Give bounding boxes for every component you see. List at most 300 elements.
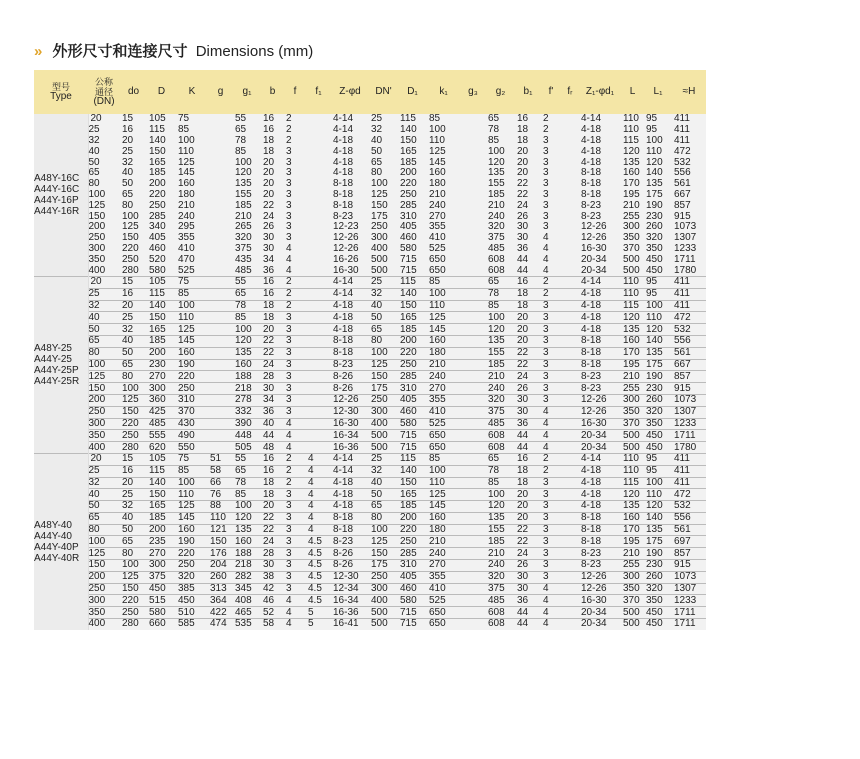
table-cell: 24 [261, 359, 284, 371]
table-cell: 4-14 [579, 453, 621, 465]
table-cell: 1711 [672, 607, 706, 619]
table-row [34, 288, 706, 300]
table-cell: 16-36 [331, 607, 369, 619]
table-cell: 300 [623, 221, 640, 233]
table-cell: 115 [623, 134, 639, 146]
table-cell: 65 [233, 465, 261, 477]
table-cell: 300 [621, 394, 644, 406]
table-cell: 120 [486, 501, 515, 513]
table-cell: 145 [176, 335, 208, 347]
table-cell: 3 [284, 383, 306, 395]
table-cell: 55 [233, 276, 261, 288]
table-cell: 4 [284, 607, 306, 619]
table-cell [208, 418, 233, 430]
table-cell: 12-26 [579, 583, 621, 595]
table-cell: 105 [147, 453, 176, 465]
table-cell: 100 [176, 300, 208, 312]
table-cell: 915 [674, 210, 691, 222]
table-cell: 320 [644, 406, 672, 418]
table-cell: 435 [235, 253, 252, 265]
col-header-z1-d1: Z₁-φd₁ [579, 70, 621, 114]
table-cell: 561 [674, 178, 691, 190]
table-cell: 4 [284, 619, 306, 630]
table-cell: 250 [398, 359, 427, 371]
table-cell: 36 [263, 264, 275, 276]
table-cell: 320 [486, 571, 515, 583]
table-cell: 8-18 [581, 188, 602, 200]
table-cell: 50 [120, 524, 147, 536]
table-row [34, 383, 706, 395]
table-cell: 3 [541, 477, 561, 489]
table-cell: 115 [147, 465, 176, 477]
table-cell: 58 [208, 465, 233, 477]
table-cell: 65 [488, 113, 500, 125]
col-header-type: 型号 Type [34, 70, 88, 114]
table-cell [460, 157, 486, 168]
table-cell: 185 [235, 199, 252, 211]
table-cell: 140 [646, 167, 663, 179]
table-cell: 320 [486, 394, 515, 406]
table-row [34, 265, 706, 276]
table-cell: 3 [284, 347, 306, 359]
table-cell: 135 [644, 347, 672, 359]
table-cell: 300 [147, 383, 176, 395]
table-cell [306, 168, 331, 179]
table-cell: 255 [621, 383, 644, 395]
table-cell [460, 125, 486, 136]
table-cell: 165 [398, 489, 427, 501]
table-cell [460, 114, 486, 125]
table-cell: 20-34 [581, 253, 607, 265]
table-cell: 715 [398, 442, 427, 454]
table-cell: 100 [486, 489, 515, 501]
table-cell: 135 [623, 156, 640, 168]
col-header-dn: 公称通径 (DN) [88, 70, 120, 114]
table-cell: 125 [120, 394, 147, 406]
table-cell [460, 512, 486, 524]
table-cell: 255 [623, 210, 640, 222]
table-cell: 8-23 [579, 383, 621, 395]
table-cell: 18 [515, 288, 541, 300]
table-cell [306, 394, 331, 406]
table-cell [208, 114, 233, 125]
table-cell: 16 [261, 276, 284, 288]
table-cell: 195 [623, 188, 640, 200]
table-cell: 4-18 [579, 312, 621, 324]
table-cell: 3 [286, 210, 292, 222]
table-row [34, 571, 706, 583]
table-cell: 85 [488, 134, 500, 146]
table-cell: 110 [621, 453, 644, 465]
table-cell: 200 [400, 167, 417, 179]
table-row [34, 501, 706, 513]
table-cell: 240 [178, 210, 195, 222]
table-cell [460, 179, 486, 190]
table-cell: 525 [427, 418, 460, 430]
table-cell [460, 418, 486, 430]
table-cell: 390 [233, 418, 261, 430]
table-cell [561, 548, 579, 560]
table-cell [306, 233, 331, 244]
table-cell: 350 [88, 607, 120, 619]
table-cell: 8-23 [581, 199, 602, 211]
table-cell: 8-18 [331, 512, 369, 524]
table-cell [561, 619, 579, 630]
table-cell [561, 583, 579, 595]
table-cell: 195 [621, 536, 644, 548]
table-cell: 140 [644, 512, 672, 524]
table-cell: 608 [488, 264, 505, 276]
table-cell: 2 [286, 124, 292, 136]
table-cell [460, 453, 486, 465]
table-cell: 250 [369, 571, 398, 583]
table-cell: 210 [621, 371, 644, 383]
table-cell [561, 157, 579, 168]
table-cell: 3 [284, 548, 306, 560]
table-cell [460, 571, 486, 583]
table-cell [460, 244, 486, 255]
table-cell: 12-26 [331, 394, 369, 406]
table-cell: 85 [235, 145, 247, 157]
table-cell: 120 [488, 156, 505, 168]
col-header-g2: g₂ [486, 70, 515, 114]
table-cell: 170 [621, 347, 644, 359]
table-cell: 24 [261, 536, 284, 548]
table-cell: 250 [88, 232, 106, 244]
table-cell [561, 406, 579, 418]
table-cell: 450 [176, 595, 208, 607]
table-cell: 20 [517, 145, 529, 157]
table-cell: 115 [147, 288, 176, 300]
table-cell: 375 [147, 571, 176, 583]
table-cell: 120 [233, 512, 261, 524]
table-cell: 4.5 [306, 595, 331, 607]
table-cell: 350 [88, 253, 106, 265]
table-row [34, 179, 706, 190]
table-cell: 532 [672, 324, 706, 336]
table-row [34, 190, 706, 201]
table-cell: 525 [429, 242, 446, 254]
table-cell: 411 [674, 124, 690, 136]
table-cell: 16-41 [331, 619, 369, 630]
col-header-fr: fᵣ [561, 70, 579, 114]
table-cell: 100 [88, 536, 120, 548]
table-cell: 474 [208, 619, 233, 630]
table-cell: 105 [147, 276, 176, 288]
table-cell: 500 [369, 442, 398, 454]
table-cell: 78 [233, 300, 261, 312]
table-cell: 38 [261, 571, 284, 583]
table-row [34, 453, 706, 465]
table-row [34, 583, 706, 595]
table-cell: 410 [178, 242, 195, 254]
table-cell [561, 560, 579, 572]
table-cell: 20 [517, 156, 529, 168]
table-cell: 4 [306, 465, 331, 477]
col-header-dn-prime: DN' [369, 70, 398, 114]
table-cell: 250 [88, 583, 120, 595]
table-cell: 300 [621, 571, 644, 583]
table-cell: 240 [486, 383, 515, 395]
table-cell: 220 [149, 188, 166, 200]
table-cell: 95 [644, 465, 672, 477]
table-cell: 8-18 [331, 335, 369, 347]
type-cell [34, 114, 88, 276]
table-cell: 500 [369, 430, 398, 442]
table-cell: 3 [284, 394, 306, 406]
table-cell: 25 [120, 489, 147, 501]
table-cell [208, 157, 233, 168]
type-label: A48Y-40 [34, 519, 72, 531]
table-cell: 125 [120, 571, 147, 583]
table-cell: 65 [371, 156, 383, 168]
table-cell: 715 [398, 607, 427, 619]
table-cell: 1233 [674, 242, 697, 254]
table-cell: 165 [149, 156, 166, 168]
table-cell: 120 [646, 156, 663, 168]
table-cell: 2 [284, 465, 306, 477]
table-cell: 4 [306, 524, 331, 536]
table-cell: 30 [517, 221, 529, 233]
table-cell: 450 [644, 442, 672, 454]
type-label: A44Y-25R [34, 375, 80, 387]
table-row [34, 168, 706, 179]
table-cell: 650 [427, 430, 460, 442]
table-cell [460, 383, 486, 395]
table-cell: 270 [429, 210, 446, 222]
table-cell: 3 [541, 347, 561, 359]
table-cell: 150 [149, 145, 166, 157]
table-cell: 135 [486, 512, 515, 524]
table-cell: 270 [427, 383, 460, 395]
table-cell: 100 [646, 134, 663, 146]
table-cell: 4 [541, 430, 561, 442]
table-cell [561, 383, 579, 395]
table-cell: 3 [541, 312, 561, 324]
table-cell: 26 [515, 383, 541, 395]
table-cell: 2 [541, 288, 561, 300]
table-cell: 46 [261, 595, 284, 607]
table-cell [306, 359, 331, 371]
table-cell: 110 [623, 113, 639, 125]
table-cell: 556 [674, 167, 691, 179]
table-cell [561, 453, 579, 465]
table-cell: 120 [235, 167, 252, 179]
table-cell: 200 [88, 394, 120, 406]
table-cell: 175 [644, 359, 672, 371]
table-cell: 125 [122, 221, 139, 233]
table-cell: 470 [178, 253, 195, 265]
table-cell: 26 [515, 560, 541, 572]
table-cell: 175 [369, 560, 398, 572]
table-cell: 4 [543, 264, 549, 276]
table-cell: 3 [284, 406, 306, 418]
table-cell: 100 [120, 560, 147, 572]
table-row [34, 619, 706, 630]
table-cell [561, 222, 579, 233]
table-cell: 4.5 [306, 548, 331, 560]
table-cell: 3 [541, 548, 561, 560]
table-cell [561, 595, 579, 607]
table-cell: 140 [149, 134, 166, 146]
table-cell: 8-18 [579, 335, 621, 347]
table-cell: 3 [286, 221, 292, 233]
table-cell: 4-18 [581, 124, 602, 136]
table-cell: 20 [88, 276, 120, 288]
table-cell: 320 [646, 232, 663, 244]
table-cell [561, 465, 579, 477]
table-cell: 80 [371, 167, 383, 179]
table-cell: 75 [176, 276, 208, 288]
table-cell: 250 [400, 188, 417, 200]
table-cell: 355 [427, 571, 460, 583]
table-cell: 85 [486, 300, 515, 312]
table-cell: 125 [429, 145, 446, 157]
table-cell [306, 244, 331, 255]
table-cell: 185 [147, 335, 176, 347]
table-cell: 422 [208, 607, 233, 619]
table-cell: 4 [306, 501, 331, 513]
table-cell: 4.5 [306, 536, 331, 548]
table-cell: 4.5 [306, 571, 331, 583]
table-cell: 100 [178, 134, 195, 146]
table-cell: 310 [400, 210, 417, 222]
table-cell: 22 [515, 524, 541, 536]
table-cell: 364 [208, 595, 233, 607]
table-cell: 58 [261, 619, 284, 630]
table-cell: 3 [541, 489, 561, 501]
table-cell: 2 [541, 276, 561, 288]
table-cell: 230 [644, 383, 672, 395]
table-cell: 110 [427, 477, 460, 489]
table-cell: 555 [147, 430, 176, 442]
table-cell: 650 [429, 253, 446, 265]
table-cell: 8-18 [579, 347, 621, 359]
table-cell: 556 [672, 335, 706, 347]
table-cell [208, 383, 233, 395]
table-cell: 4-18 [581, 134, 602, 146]
table-cell: 3 [286, 178, 292, 190]
table-cell: 204 [208, 560, 233, 572]
table-cell: 40 [371, 134, 383, 146]
table-cell: 80 [120, 371, 147, 383]
table-cell: 22 [517, 188, 529, 200]
table-cell: 3 [284, 501, 306, 513]
table-cell [208, 347, 233, 359]
table-cell: 150 [120, 406, 147, 418]
table-cell: 180 [178, 188, 195, 200]
table-cell [460, 477, 486, 489]
table-cell: 460 [398, 583, 427, 595]
table-cell: 25 [88, 465, 120, 477]
table-cell: 20 [120, 477, 147, 489]
table-cell: 4.5 [306, 560, 331, 572]
table-cell: 375 [488, 232, 505, 244]
table-cell: 408 [233, 595, 261, 607]
table-cell: 12-34 [331, 583, 369, 595]
table-cell: 300 [147, 560, 176, 572]
table-cell: 16-30 [581, 242, 607, 254]
table-cell: 3 [286, 199, 292, 211]
table-cell: 4-18 [579, 501, 621, 513]
table-cell: 150 [147, 312, 176, 324]
table-cell: 8-18 [333, 178, 354, 190]
table-cell: 12-23 [333, 221, 359, 233]
table-cell: 150 [371, 199, 388, 211]
table-cell: 95 [644, 453, 672, 465]
table-cell [561, 524, 579, 536]
table-cell: 2 [543, 124, 549, 136]
table-cell [561, 146, 579, 157]
table-cell [561, 190, 579, 201]
table-cell [561, 418, 579, 430]
table-cell: 110 [621, 276, 644, 288]
table-cell [460, 501, 486, 513]
table-cell: 28 [261, 371, 284, 383]
table-cell: 20 [515, 489, 541, 501]
table-cell [460, 335, 486, 347]
table-cell: 125 [427, 312, 460, 324]
table-cell [561, 244, 579, 255]
table-cell: 20 [515, 512, 541, 524]
table-cell: 16 [263, 124, 275, 136]
table-cell: 120 [233, 335, 261, 347]
table-cell: 608 [486, 430, 515, 442]
table-cell: 135 [233, 524, 261, 536]
table-cell: 121 [208, 524, 233, 536]
table-cell: 2 [541, 465, 561, 477]
table-row [34, 157, 706, 168]
table-cell: 20 [515, 324, 541, 336]
table-cell: 8-26 [331, 560, 369, 572]
table-cell: 160 [178, 178, 195, 190]
table-cell [561, 125, 579, 136]
table-cell: 65 [369, 324, 398, 336]
table-cell: 16 [122, 124, 134, 136]
table-cell: 16 [515, 453, 541, 465]
table-cell: 3 [286, 188, 292, 200]
table-cell: 125 [176, 501, 208, 513]
table-cell: 18 [517, 124, 529, 136]
table-cell: 12-26 [333, 232, 359, 244]
table-cell: 16 [261, 288, 284, 300]
table-cell: 715 [400, 264, 417, 276]
table-cell [561, 300, 579, 312]
table-cell: 8-23 [581, 210, 602, 222]
table-row [34, 254, 706, 265]
table-cell: 100 [371, 178, 388, 190]
table-cell: 8-18 [581, 167, 602, 179]
table-cell [208, 394, 233, 406]
table-cell: 411 [672, 453, 706, 465]
table-cell: 4 [543, 242, 549, 254]
table-cell [208, 359, 233, 371]
table-cell: 5 [306, 607, 331, 619]
table-cell: 145 [427, 324, 460, 336]
table-cell: 145 [178, 167, 195, 179]
table-cell [306, 200, 331, 211]
table-cell: 4-14 [333, 113, 354, 125]
table-cell: 160 [427, 335, 460, 347]
table-cell [306, 371, 331, 383]
table-cell: 3 [541, 501, 561, 513]
table-cell: 180 [427, 347, 460, 359]
table-cell: 18 [517, 134, 529, 146]
table-cell [460, 489, 486, 501]
table-cell: 140 [147, 477, 176, 489]
table-cell: 1780 [672, 442, 706, 454]
table-cell: 30 [517, 232, 529, 244]
